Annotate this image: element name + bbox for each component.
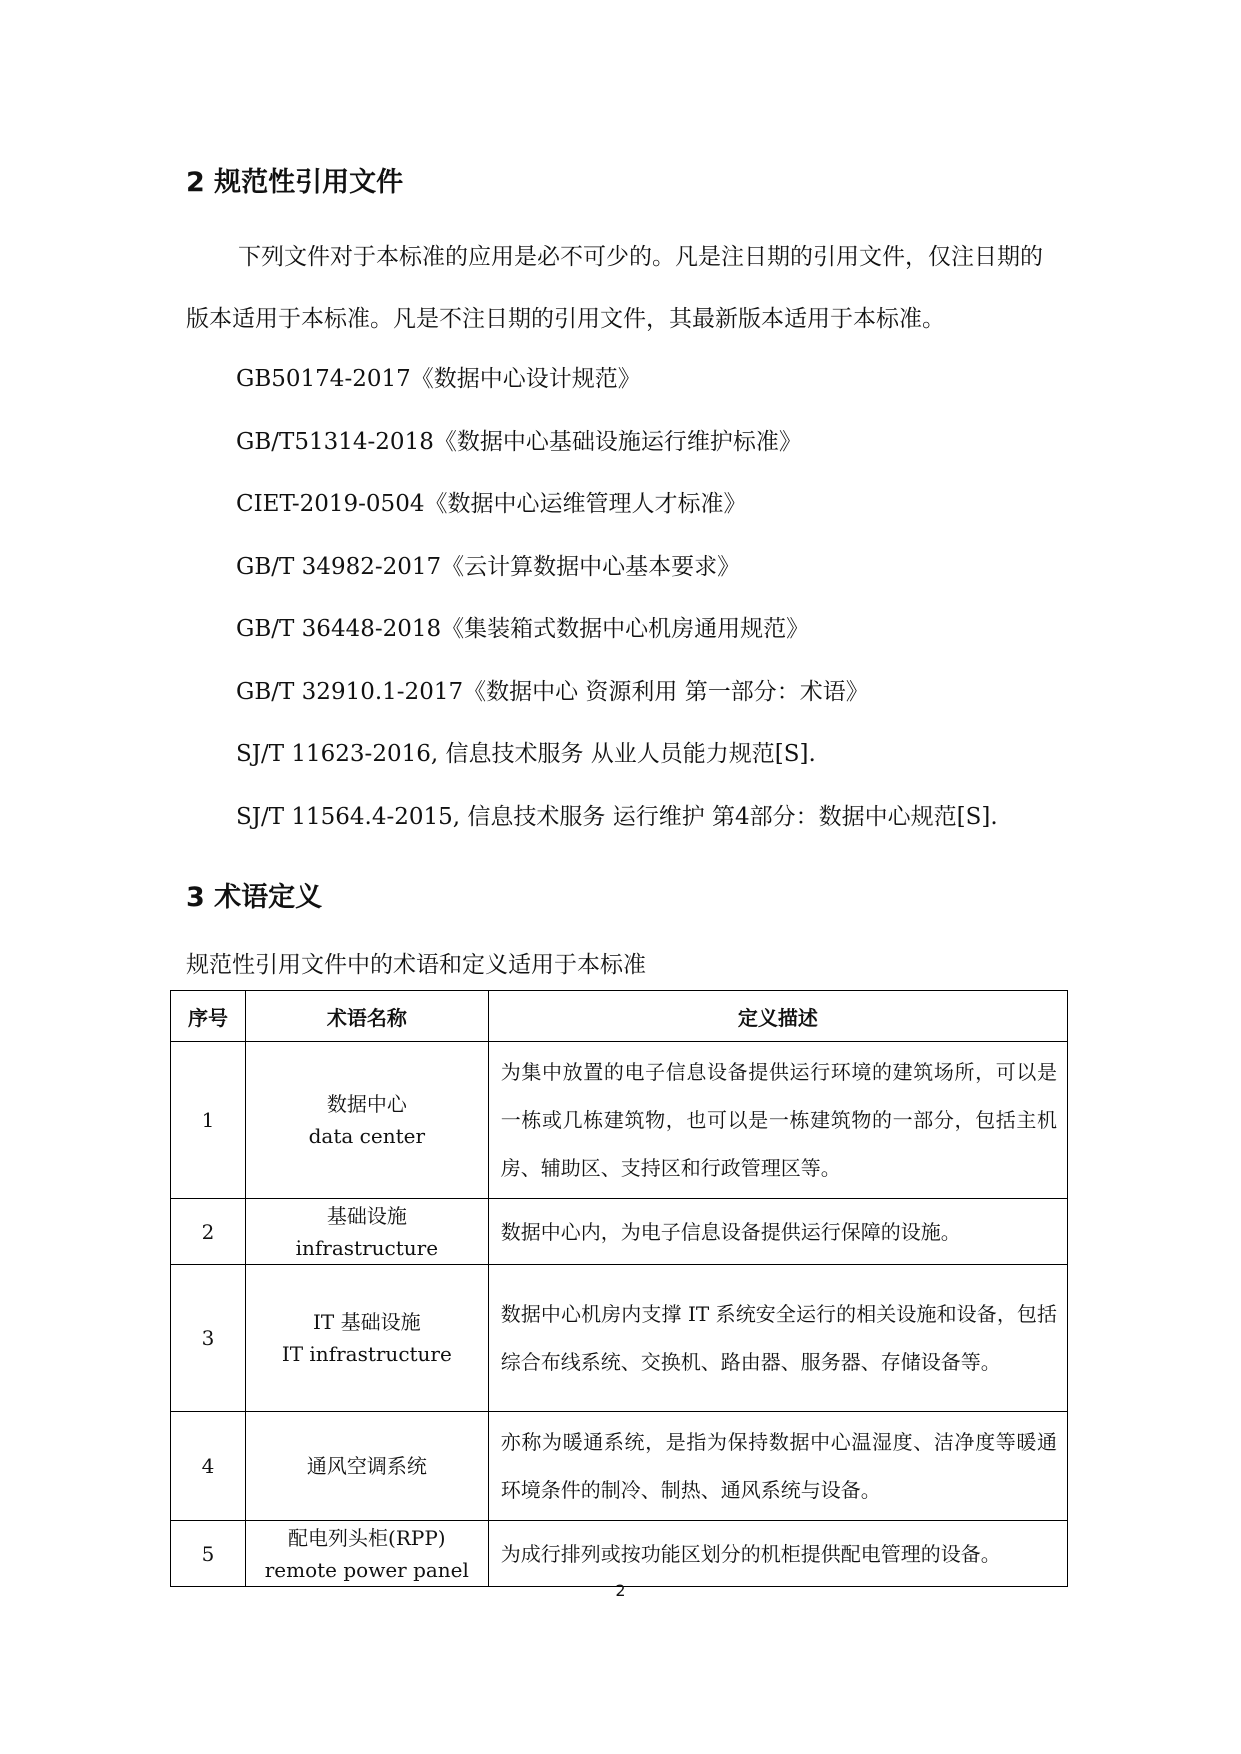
row-number: 2 xyxy=(171,1199,246,1265)
term-name xyxy=(245,1199,488,1265)
term-en: infrastructure xyxy=(295,1235,439,1260)
table-row xyxy=(171,1412,1068,1521)
reference-item: GB/T 34982-2017《云计算数据中心基本要求》 xyxy=(236,553,741,580)
row-number: 3 xyxy=(171,1265,246,1412)
reference-item: GB/T51314-2018《数据中心基础设施运行维护标准》 xyxy=(236,428,802,455)
section-2-intro: 下列文件对于本标准的应用是必不可少的。凡是注日期的引用文件，仅注日期的版本适用于本标准。凡是不注日期的引用文件，其最新版本适用于本标准。 xyxy=(186,244,1043,332)
term-name xyxy=(245,1042,488,1199)
row-number: 5 xyxy=(171,1521,246,1587)
table-row xyxy=(171,1521,1068,1587)
term-name xyxy=(245,1521,488,1587)
terms-table xyxy=(170,990,1068,1587)
section-3-heading: 3 术语定义 xyxy=(186,882,323,913)
term-cn: 通风空调系统 xyxy=(306,1454,427,1478)
term-cn: 数据中心 xyxy=(326,1092,407,1116)
column-header-definition: 定义描述 xyxy=(488,991,1067,1042)
term-definition: 为成行排列或按功能区划分的机柜提供配电管理的设备。 xyxy=(488,1521,1067,1587)
row-number: 4 xyxy=(171,1412,246,1521)
term-cn: 基础设施 xyxy=(326,1203,407,1228)
page-number: 2 xyxy=(615,1581,626,1600)
column-header-term: 术语名称 xyxy=(245,991,488,1042)
reference-item: CIET-2019-0504《数据中心运维管理人才标准》 xyxy=(236,491,747,517)
term-cn: 配电列头柜(RPP) xyxy=(288,1525,446,1550)
section-2-heading: 2 规范性引用文件 xyxy=(186,167,404,198)
reference-item: GB/T 36448-2018《集装箱式数据中心机房通用规范》 xyxy=(236,616,810,642)
section-3-intro: 规范性引用文件中的术语和定义适用于本标准 xyxy=(186,952,646,978)
term-en: IT infrastructure xyxy=(281,1342,452,1366)
term-en: remote power panel xyxy=(264,1557,469,1582)
term-definition: 亦称为暖通系统，是指为保持数据中心温湿度、洁净度等暖通环境条件的制冷、制热、通风系统与设备。 xyxy=(488,1412,1067,1521)
table-row xyxy=(171,1265,1068,1412)
column-header-num: 序号 xyxy=(171,991,246,1042)
table-row xyxy=(171,1199,1068,1265)
reference-item: GB50174-2017《数据中心设计规范》 xyxy=(236,366,641,392)
reference-item: SJ/T 11564.4-2015, 信息技术服务 运行维护 第4部分：数据中心规范[S]. xyxy=(236,803,998,830)
table-header-row xyxy=(171,991,1068,1042)
term-definition: 数据中心内，为电子信息设备提供运行保障的设施。 xyxy=(488,1199,1067,1265)
table-row xyxy=(171,1042,1068,1199)
term-definition: 数据中心机房内支撑 IT 系统安全运行的相关设施和设备，包括综合布线系统、交换机、路由器、服务器、存储设备等。 xyxy=(488,1265,1067,1412)
reference-list xyxy=(236,364,998,864)
term-definition: 为集中放置的电子信息设备提供运行环境的建筑场所，可以是一栋或几栋建筑物，也可以是一栋建筑物的一部分，包括主机房、辅助区、支持区和行政管理区等。 xyxy=(488,1042,1067,1199)
term-en: data center xyxy=(308,1124,426,1148)
term-cn: IT 基础设施 xyxy=(313,1310,421,1334)
term-name xyxy=(245,1265,488,1412)
reference-item: GB/T 32910.1-2017《数据中心 资源利用 第一部分：术语》 xyxy=(236,678,869,705)
row-number: 1 xyxy=(171,1042,246,1199)
term-name xyxy=(245,1412,488,1521)
reference-item: SJ/T 11623-2016, 信息技术服务 从业人员能力规范[S]. xyxy=(236,741,816,767)
